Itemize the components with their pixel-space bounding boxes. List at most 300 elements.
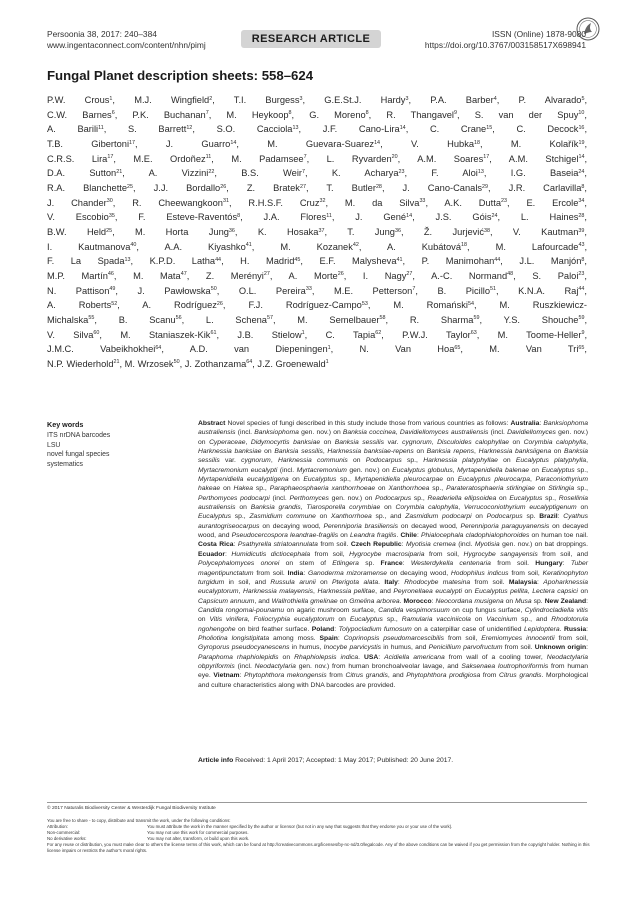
taxon-name: Rosellinia australiensis <box>198 494 589 512</box>
author-name: O.L. Pereira <box>238 285 306 296</box>
author-name: J. Guarro <box>165 138 231 149</box>
license-tail <box>47 842 592 854</box>
affiliation-number: 62 <box>375 330 382 337</box>
author-name: K.P.D. Latha <box>149 256 216 267</box>
author-name: A. Morte <box>288 270 338 281</box>
keyword: ITS nrDNA barcodes <box>47 432 111 440</box>
affiliation-number: 20 <box>391 154 398 161</box>
abstract-text: on <box>315 578 333 586</box>
taxon-name: Harknessia banksiae <box>198 448 262 456</box>
taxon-name: Coprinopsis pseudomarcescibilis <box>343 634 445 642</box>
author-list <box>47 94 587 372</box>
taxon-name: Acidiella americana <box>384 653 445 661</box>
taxon-name: Vitis vinifera <box>209 616 248 624</box>
affiliation-number: 1 <box>301 330 305 337</box>
taxon-name: Paraconiothyrium hakeae <box>198 476 588 493</box>
abstract-text: on <box>278 653 295 661</box>
taxon-name: Hakea <box>233 485 254 493</box>
affiliation-number: 3 <box>405 95 409 102</box>
abstract-text: gen. nov.) on bat droppings. <box>499 541 589 549</box>
affiliation-number: 29 <box>482 183 489 190</box>
abstract-text: : <box>431 597 436 605</box>
abstract-text: on <box>337 597 350 605</box>
abstract-text: , and <box>375 588 394 596</box>
abstract-text: (incl. <box>455 541 475 549</box>
author-name: K. Acharya <box>331 168 399 179</box>
taxon-name: Banksia coccinea <box>342 429 396 437</box>
abstract-text: sp., <box>231 513 250 521</box>
taxon-name: Verrucoconiothyrium eucalyptigenum <box>463 504 577 512</box>
affiliation-number: 5 <box>581 95 585 102</box>
affiliation-number: 21 <box>116 168 123 175</box>
taxon-name: Apoharknessia eucalyptorum <box>198 578 588 596</box>
taxon-name: Citrus grandis <box>499 672 542 680</box>
abstract-text: : <box>334 625 339 633</box>
abstract-text: , and <box>387 672 407 680</box>
author-name: J. Gené <box>355 212 407 223</box>
affiliation-number: 22 <box>208 168 215 175</box>
country-name: Costa Rica <box>198 541 234 549</box>
author-line: J. Chander$^{30}$, R. Cheewangkoon$^{31}$, R.H.S.F. Cruz$^{32}$, M. da Silva$^{33}$, A.K. Dutta$^{23}$, E. Ercole$^{34}$, <box>47 197 588 208</box>
author-name: J.S. Góis <box>435 212 492 223</box>
author-name: F. Esteve-Raventós <box>138 212 238 223</box>
abstract-text: from soil, <box>310 550 350 558</box>
author-name: Y.S. Shouche <box>503 314 579 325</box>
author-name: K. Hosaka <box>257 226 319 237</box>
abstract-text: . <box>396 532 401 540</box>
taxon-name: Harknessia communis <box>277 457 348 465</box>
author-name: R. Thangavel <box>386 109 455 120</box>
affiliation-number: 44 <box>215 256 222 263</box>
abstract-text: on decaying wood, <box>387 569 451 577</box>
affiliation-number: 21 <box>113 359 120 366</box>
doi-link[interactable]: https://doi.org/10.3767/003158517X698941 <box>424 40 586 50</box>
taxon-name: Harknessia banksiigena <box>478 448 552 456</box>
taxon-name: Harknessia banksiae-repens <box>327 448 414 456</box>
abstract-text: from soil. <box>490 560 536 568</box>
abstract-text: . Morphological and culture characteristics along with DNA barcodes are provided. <box>198 672 589 689</box>
taxon-name: Myrtacremonium eucalypti <box>198 466 278 474</box>
taxon-name: Stirlingia <box>548 485 575 493</box>
author-line: R.A. Blanchette$^{25}$, J.J. Bordallo$^{26}$, Z. Bratek$^{27}$, T. Butler$^{28}$, J. Cano-Canals$^{29}$, J.R. Carlavilla$^8$, <box>47 182 588 193</box>
license-condition-text: You may not alter, transform, or build upon this work. <box>147 836 250 842</box>
abstract-text: sp., and <box>371 513 406 521</box>
abstract-text: on <box>529 466 542 474</box>
abstract-text: . <box>399 597 404 605</box>
affiliation-number: 28 <box>375 183 382 190</box>
abstract-lead: Abstract <box>198 420 226 427</box>
abstract-text: , <box>313 588 318 596</box>
author-name: Ž. Jurjević <box>423 226 484 237</box>
country-name: Unknown origin <box>534 644 587 652</box>
license-tail-text: For any reuse or distribution, you must make clear to others the license terms of this work, which can be found at <box>47 842 268 848</box>
author-name: R. Cheewangkoon <box>132 197 223 208</box>
license-block <box>47 818 597 855</box>
journal-url-link[interactable]: www.ingentaconnect.com/content/nhn/pimj <box>47 40 206 50</box>
author-name: R. Sharma <box>409 314 474 325</box>
taxon-name: Xanthorrhoea <box>330 513 372 521</box>
abstract-text: , <box>431 438 438 446</box>
journal-citation: Persoonia 38, 2017: 240–384 <box>47 29 157 39</box>
abstract-text: from wall of a cooling tower, <box>444 653 547 661</box>
affiliation-number: 14 <box>374 139 381 146</box>
affiliation-number: 11 <box>205 154 212 161</box>
abstract-text: : <box>225 550 232 558</box>
abstract-text: gen. nov.) from human bronchoalveolar lavage, and <box>295 662 462 670</box>
license-intro: You are free to share - to copy, distribute and transmit the work, under the following conditions: <box>47 818 231 823</box>
affiliation-number: 11 <box>98 124 104 131</box>
author-name: Z. Merényi <box>205 270 264 281</box>
author-name: T. Jung <box>347 226 395 237</box>
affiliation-number: 65 <box>454 344 461 351</box>
affiliation-number: 3 <box>299 95 303 102</box>
author-name: M. Guevara-Suarez <box>267 138 375 149</box>
taxon-name: Keratinophyton turgidum <box>198 569 588 586</box>
abstract-text: on <box>576 504 588 512</box>
affiliation-number: 6 <box>111 110 115 117</box>
taxon-name: Banksia repens <box>426 448 475 456</box>
taxon-name: Myotisia <box>474 541 500 549</box>
author-name: C. Crane <box>429 124 487 135</box>
country-name: France <box>380 560 403 568</box>
taxon-name: Candida vespimorsuum <box>378 606 450 614</box>
affiliation-number: 59 <box>578 315 585 322</box>
license-condition-text: You must attribute the work in the manner specified by the author or licensor (but not in any way that suggests that they endorse you or your use of the work). <box>147 824 453 830</box>
abstract-text: , <box>238 588 243 596</box>
abstract-text: on agaric mushroom surface, <box>284 606 379 614</box>
abstract-text: . <box>378 578 385 586</box>
abstract-text: : <box>586 644 589 652</box>
country-name: Ecuador <box>198 550 226 558</box>
affiliation-number: 47 <box>180 271 187 278</box>
author-name: N. Pattison <box>47 285 110 296</box>
license-url-link[interactable]: http://creativecommons.org/licenses/by-nc-nd/3.0/legalcode <box>267 842 383 848</box>
abstract-text: gen. nov.) on <box>328 494 376 502</box>
author-name: F. La Spada <box>47 256 125 267</box>
abstract-text: sp., <box>382 616 402 624</box>
abstract-text: , <box>300 504 307 512</box>
taxon-name: Gmelina arborea <box>349 597 400 605</box>
author-name: M. Kolařík <box>510 138 579 149</box>
taxon-name: Parateratosphaeria stirlingiae <box>446 485 535 493</box>
author-name: N. Van Hoa <box>359 344 455 355</box>
author-name: A.-C. Normand <box>431 270 508 281</box>
taxon-name: Phialocephala cladophialophoroides <box>421 532 530 540</box>
abstract-text: : <box>562 560 571 568</box>
author-line: C.R.S. Lira$^{17}$, M.E. Ordoñez$^{11}$, M. Padamsee$^7$, L. Ryvarden$^{20}$, A.M. Soares$^{17}$, A.M. Stchigel$^{14}$, <box>47 153 588 164</box>
affiliation-number: 34 <box>578 198 585 205</box>
affiliation-number: 61 <box>210 330 217 337</box>
taxon-name: Ramularia vacciniicola <box>401 616 471 624</box>
author-name: G. Moreno <box>309 109 366 120</box>
author-line: V. Silva$^{60}$, M. Staniaszek-Kik$^{61}$, J.B. Stielow$^1$, C. Tapia$^{62}$, P.W.J. Taylor$^{63}$, M. Toome-Heller$^9$, <box>47 329 588 340</box>
author-name: T. Butler <box>326 182 376 193</box>
abstract-text: sp., <box>336 476 355 484</box>
author-name: B.S. Weir <box>241 168 302 179</box>
abstract-text: . <box>358 653 364 661</box>
article-info-lead: Article info <box>198 757 234 764</box>
affiliation-number: 54 <box>467 300 474 307</box>
abstract-text: , and <box>254 597 272 605</box>
taxon-name: Etlingera <box>332 560 359 568</box>
affiliation-number: 63 <box>470 330 477 337</box>
country-name: India <box>287 569 304 577</box>
affiliation-number: 25 <box>106 227 113 234</box>
author-name: M. Wrzosek <box>124 358 174 369</box>
affiliation-number: 23 <box>578 271 585 278</box>
abstract-text: from soil, <box>424 550 464 558</box>
author-name: J.Z. Groenewald <box>257 358 326 369</box>
abstract-text: on <box>288 476 304 484</box>
author-line: Michalska$^{55}$, B. Scanu$^{56}$, L. Schena$^{57}$, M. Semelbauer$^{58}$, R. Sharma$^{59}$, Y.S. Shouche$^{59}$, <box>47 314 588 325</box>
author-line: A. Barili$^{11}$, S. Barrett$^{12}$, S.O. Cacciola$^{13}$, J.F. Cano-Lira$^{14}$, C. Crane$^{15}$, C. Decock$^{16}$, <box>47 124 588 135</box>
country-name: Brazil <box>539 513 558 521</box>
abstract-text: from soil. <box>317 541 351 549</box>
abstract-text: from soil, <box>554 634 588 642</box>
affiliation-number: 57 <box>266 315 273 322</box>
author-line: F. La Spada$^{13}$, K.P.D. Latha$^{44}$, H. Madrid$^{45}$, E.F. Malysheva$^{41}$, P. Manimohan$^{44}$, J.L. Manjón$^8$, <box>47 256 587 267</box>
abstract-text: sp., <box>429 485 447 493</box>
abstract-text: from soil, <box>508 569 543 577</box>
author-name: E. Ercole <box>526 197 579 208</box>
author-name: I.G. Baseia <box>510 168 579 179</box>
affiliation-number: 8 <box>365 110 369 117</box>
taxon-name: Readeriella ellipsoidea <box>427 494 497 502</box>
abstract-text: sp., <box>574 485 588 493</box>
abstract-text: from soil, <box>444 634 482 642</box>
taxon-name: Rhodotorula ngohengohe <box>198 616 588 633</box>
author-name: A.M. Stchigel <box>508 153 579 164</box>
taxon-name: Paraphaeosphaeria xanthorrhoeae <box>269 485 376 493</box>
author-name: A.A. Kiyashko <box>164 241 246 252</box>
taxon-name: Westerdykella centenaria <box>410 560 491 568</box>
affiliation-number: 23 <box>398 168 405 175</box>
taxon-name: Eucalyptus globulus <box>392 466 453 474</box>
abstract-text: on cup fungus surface, <box>449 606 525 614</box>
abstract-text: on <box>461 588 475 596</box>
author-line: P.W. Crous$^1$, M.J. Wingfield$^2$, T.I. Burgess$^3$, G.E.St.J. Hardy$^3$, P.A. Barber$^4$, P. Alvarado$^5$, <box>47 95 588 105</box>
author-name: L. Haines <box>520 212 579 223</box>
taxon-name: Neocordana musigena <box>435 597 504 605</box>
affiliation-number: 25 <box>127 183 134 190</box>
taxon-name: Davidiellomyces <box>507 429 556 437</box>
taxon-name: Myrtacremonium <box>296 466 347 474</box>
author-line: B.W. Held$^{25}$, M. Horta Jung$^{36}$, K. Hosaka$^{37}$, T. Jung$^{36}$, Ž. Jurjević$^{38}$, V. Kautman$^{39}$, <box>47 226 587 237</box>
affiliation-number: 50 <box>173 359 180 366</box>
taxon-name: Candida rongomai-pounamu <box>198 606 285 614</box>
abstract-text: : <box>416 532 421 540</box>
taxon-name: Russula arunii <box>270 578 316 586</box>
affiliation-number: 39 <box>578 227 585 234</box>
author-name: M.P. Martín <box>47 270 108 281</box>
taxon-name: Tuber magentipunctatum <box>198 560 588 577</box>
abstract-text: sp., <box>401 457 424 465</box>
abstract-text: , <box>245 438 251 446</box>
taxon-name: Capsicum annuum <box>198 597 255 605</box>
abstract-text: : <box>401 541 407 549</box>
affiliation-number: 18 <box>461 242 468 249</box>
affiliation-number: 13 <box>477 168 484 175</box>
abstract-text: from soil. <box>253 569 288 577</box>
taxon-name: Phytophthora prodigiosa <box>406 672 481 680</box>
author-name: A. Rodríguez <box>142 300 217 311</box>
abstract-text: , <box>322 448 328 456</box>
license-tail-text-end: . Any of the above conditions can be waived if you get permission from the copyright holder. Nothing in this license impairs or restricts the author's moral rights. <box>47 842 590 854</box>
author-name: T.I. Burgess <box>233 95 300 105</box>
author-name: F. Aloi <box>431 168 478 179</box>
abstract-text: gen. nov.) on <box>198 429 588 446</box>
country-name: Vietnam <box>213 672 240 680</box>
author-name: P.W.J. Taylor <box>402 329 471 340</box>
author-line: N. Pattison$^{49}$, J. Pawłowska$^{50}$, O.L. Pereira$^{33}$, M.E. Petterson$^7$, B. Picillo$^{51}$, K.N.A. Raj$^{44}$, <box>47 285 588 296</box>
affiliation-number: 10 <box>578 110 585 117</box>
affiliation-number: 41 <box>245 242 252 249</box>
author-name: S. van der Spuy <box>474 109 579 120</box>
taxon-name: Ganoderma mizoramense <box>308 569 388 577</box>
keyword: novel fungal species <box>47 451 110 459</box>
abstract-text: on <box>198 616 210 624</box>
author-name: J.B. Stielow <box>237 329 302 340</box>
author-line: C.W. Barnes$^6$, P.K. Buchanan$^7$, M. Heykoop$^8$, G. Moreno$^8$, R. Thangavel$^9$, S. van der Spuy$^{10}$, <box>47 109 587 120</box>
taxon-name: Hygrocybe sangayensis <box>463 550 538 558</box>
affiliation-number: 17 <box>129 139 136 146</box>
author-line: J.M.C. Vabeikhokhei$^{64}$, A.D. van Diepeningen$^1$, N. Van Hoa$^{65}$, M. Van Tri$^{65}$, <box>47 344 588 355</box>
abstract-text: (incl. <box>277 466 297 474</box>
author-name: R.H.S.F. Cruz <box>248 197 320 208</box>
affiliation-number: 13 <box>124 256 131 263</box>
abstract-text: : <box>378 653 385 661</box>
abstract-text: : <box>557 513 564 521</box>
affiliation-number: 8 <box>581 256 585 263</box>
affiliation-number: 38 <box>483 227 490 234</box>
abstract-text: on <box>577 588 588 596</box>
abstract-text: : <box>239 672 245 680</box>
affiliation-number: 45 <box>294 256 301 263</box>
abstract-text: var. <box>384 438 403 446</box>
author-name: J.F. Cano-Lira <box>322 124 400 135</box>
author-name: N.P. Wiederhold <box>47 358 114 369</box>
author-name: J. Zothanzama <box>184 358 247 369</box>
abstract-text: sp., <box>574 466 588 474</box>
affiliation-number: 52 <box>111 300 118 307</box>
author-name: B. Scanu <box>118 314 176 325</box>
affiliation-number: 44 <box>578 286 585 293</box>
taxon-name: Podocarpus <box>375 494 412 502</box>
taxon-name: Citrus grandis <box>345 672 388 680</box>
abstract-text: on human toe nail. <box>529 532 588 540</box>
abstract-text: : <box>337 634 344 642</box>
abstract-text: : <box>233 541 238 549</box>
abstract-text: , <box>395 429 400 437</box>
taxon-name: Harknessia pellitae <box>317 588 376 596</box>
taxon-name: Myrtapenidiella pleurocarpae <box>354 476 443 484</box>
issn: ISSN (Online) 1878-9080 <box>491 29 586 39</box>
affiliation-number: 44 <box>494 256 501 263</box>
affiliation-number: 24 <box>578 168 585 175</box>
author-name: M. Kozanek <box>280 241 353 252</box>
abstract-text: sp., <box>253 485 270 493</box>
taxon-name: Penicillium parvofructum <box>428 644 503 652</box>
taxon-name: Eucalyptus <box>509 494 543 502</box>
abstract-text: on <box>471 513 487 521</box>
abstract-text: , <box>474 448 479 456</box>
affiliation-number: 32 <box>319 198 326 205</box>
taxon-name: Cyathus aurantogriseocarpus <box>198 513 589 530</box>
taxon-name: Polycephalomyces onorei <box>198 560 280 568</box>
author-name: I. Nagy <box>362 270 407 281</box>
taxon-name: Lectera capsici <box>532 588 578 596</box>
affiliation-number: 49 <box>109 286 116 293</box>
journal-header-right <box>425 29 586 51</box>
taxon-name: Banksia sessilis <box>274 448 323 456</box>
country-name: Spain <box>319 634 338 642</box>
author-name: E.F. Malysheva <box>319 256 397 267</box>
affiliation-number: 24 <box>491 212 498 219</box>
abstract-text: Novel species of fungi described in this study include those from various countries as follows: <box>225 420 511 427</box>
taxon-name: Didymocyrtis banksiae <box>250 438 321 446</box>
taxon-name: Eucalyptus <box>198 513 232 521</box>
affiliation-number: 14 <box>399 124 406 131</box>
affiliation-number: 33 <box>305 286 312 293</box>
abstract-text: on <box>503 597 516 605</box>
abstract-text: among moss. <box>269 634 320 642</box>
taxon-name: Zasmidium commune <box>249 513 316 521</box>
affiliation-number: 48 <box>507 271 514 278</box>
author-name: B. Picillo <box>437 285 491 296</box>
taxon-name: Perthomyces podocarpi <box>198 494 270 502</box>
abstract-text: on <box>261 448 275 456</box>
author-name: I. Kautmanova <box>47 241 131 252</box>
author-name: C.W. Barnes <box>47 109 112 120</box>
keyword: systematics <box>47 460 83 468</box>
abstract-text: on <box>380 504 396 512</box>
taxon-name: Xanthorrhoea <box>388 485 430 493</box>
affiliation-number: 11 <box>326 212 332 219</box>
journal-header-left <box>47 29 206 51</box>
author-name: M. Padamsee <box>231 153 304 164</box>
author-name: A.M. Soares <box>417 153 484 164</box>
abstract-text: on <box>413 448 427 456</box>
taxon-name: Inocybe parvicystis <box>323 644 382 652</box>
taxon-name: Paraphoma rhaphiolepidis <box>198 653 279 661</box>
affiliation-number: 26 <box>337 271 344 278</box>
country-name: Italy <box>384 578 398 586</box>
abstract-text: : <box>537 578 544 586</box>
taxon-name: Gyroporus pseudocyanescens <box>198 644 290 652</box>
author-name: M. Semelbauer <box>297 314 380 325</box>
taxon-name: cygnorum <box>402 438 432 446</box>
abstract-text: on <box>235 504 251 512</box>
abstract-text: from human eye. <box>198 662 588 680</box>
affiliation-number: 56 <box>175 315 182 322</box>
footer-divider <box>47 802 587 803</box>
affiliation-number: 14 <box>230 139 237 146</box>
taxon-name: Podocarpus <box>365 457 402 465</box>
author-name: M. Horta Jung <box>135 226 229 237</box>
author-name: M. Mata <box>133 270 181 281</box>
author-name: S.O. Cacciola <box>216 124 293 135</box>
abstract-text: from <box>480 672 500 680</box>
country-name: Poland <box>311 625 335 633</box>
affiliation-number: 2 <box>209 95 213 102</box>
author-name: M. da Silva <box>344 197 420 208</box>
abstract-text: in humus, <box>289 644 324 652</box>
abstract-text: on <box>338 532 350 540</box>
country-name: Hungary <box>535 560 563 568</box>
author-name: M. Lafourcade <box>495 241 579 252</box>
license-condition-label: No derivative works: <box>47 836 87 842</box>
affiliation-number: 13 <box>292 124 299 131</box>
